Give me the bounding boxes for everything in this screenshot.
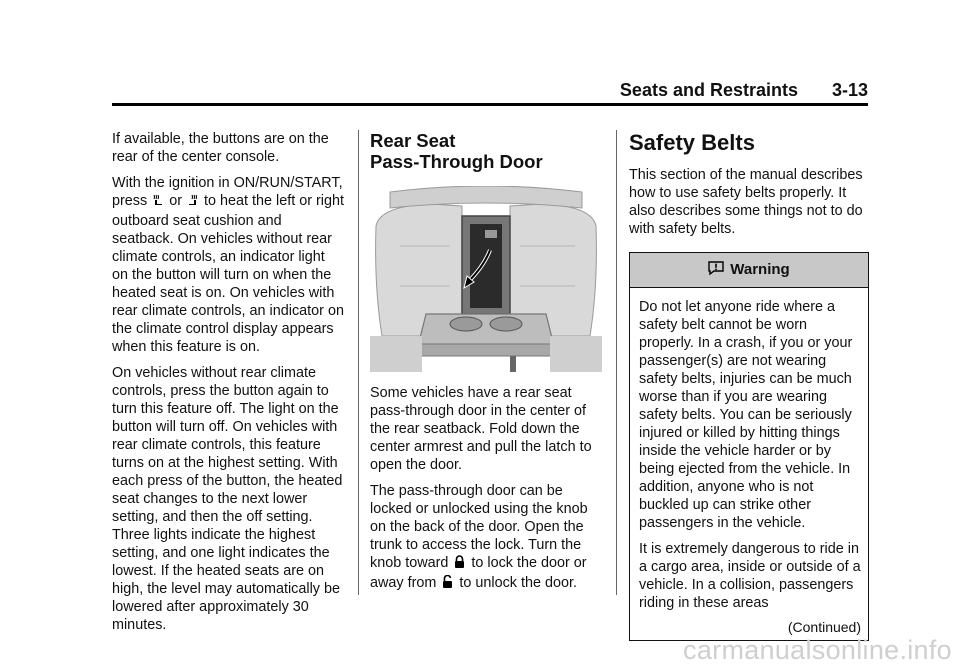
paragraph: Some vehicles have a rear seat pass-through door in the center of the rear seatback. Fold down the center armrest and pull the latch to open the door. <box>370 385 592 473</box>
heading-line: Pass-Through Door <box>370 151 543 172</box>
watermark: carmanualsonline.info <box>683 635 952 665</box>
header-rule <box>112 103 868 106</box>
column-divider <box>616 130 617 595</box>
warning-header <box>630 253 868 288</box>
paragraph: Do not let anyone ride where a safety belt cannot be worn properly. In a crash, if you or your passenger(s) are not wearing safety belts, injuries can be much worse than if you are wearing safety belts. You can be seriously injured or killed by hitting things inside the vehicle harder or by being ejected from the vehicle. In addition, anyone who is not buckled up can strike other passengers in the vehicle. <box>639 299 853 531</box>
column-pass-through <box>370 130 602 602</box>
page-number: 3-13 <box>831 80 868 100</box>
text-run: The pass-through door can be locked or unlocked using the knob on the back of the door. Open the trunk to access the lock. Turn the knob toward <box>370 483 588 571</box>
warning-box <box>629 252 869 641</box>
section-heading <box>370 130 602 172</box>
section-heading: Safety Belts <box>629 130 755 155</box>
paragraph: This section of the manual describes how to use safety belts properly. It also describes some things not to do with safety belts. <box>629 167 863 237</box>
locked-padlock-icon <box>454 555 465 574</box>
column-heated-seats <box>112 130 344 642</box>
heated-seat-right-icon <box>188 194 198 212</box>
text-run: or <box>169 193 182 209</box>
unlocked-padlock-icon <box>442 575 453 594</box>
heading-line: Rear Seat <box>370 130 456 151</box>
text-run: to unlock the door. <box>459 575 577 591</box>
warning-body <box>630 288 868 640</box>
paragraph: On vehicles without rear climate controls, press the button again to turn this feature off. The light on the button will turn off. On vehicles with rear climate controls, this feature turns on at the highest setting. With each press of the button, the heated seat changes to the next lower setting, and then the off setting. Three lights indicate the highest setting, and one light indicates the lowest. If the heated seats are on high, the level may automatically be lowered after approximately 30 minutes. <box>112 365 343 633</box>
text-run: to lock the door or away from <box>370 555 587 591</box>
page-header <box>112 80 868 102</box>
paragraph <box>370 482 602 594</box>
continued-label: (Continued) <box>787 619 861 635</box>
column-divider <box>358 130 359 595</box>
paragraph <box>112 174 344 356</box>
warning-title: Warning <box>730 261 790 278</box>
paragraph: It is extremely dangerous to ride in a cargo area, inside or outside of a vehicle. In a collision, passengers riding in these areas <box>639 541 861 611</box>
paragraph: If available, the buttons are on the rear of the center console. <box>112 131 329 165</box>
text-run: to heat the left or right outboard seat cushion and seatback. On vehicles without rear climate controls, an indicator light on the button will turn on when the heated seat is on. On vehicles with rear climate controls, an indicator on the climate control display appears when this feature is on. <box>112 193 344 355</box>
pass-through-door-illustration <box>370 186 602 372</box>
text-run: With the ignition in ON/RUN/START, press <box>112 175 343 209</box>
heated-seat-left-icon <box>153 194 163 212</box>
warning-icon <box>708 260 730 281</box>
section-title: Seats and Restraints <box>619 80 798 100</box>
column-safety-belts <box>629 130 869 641</box>
